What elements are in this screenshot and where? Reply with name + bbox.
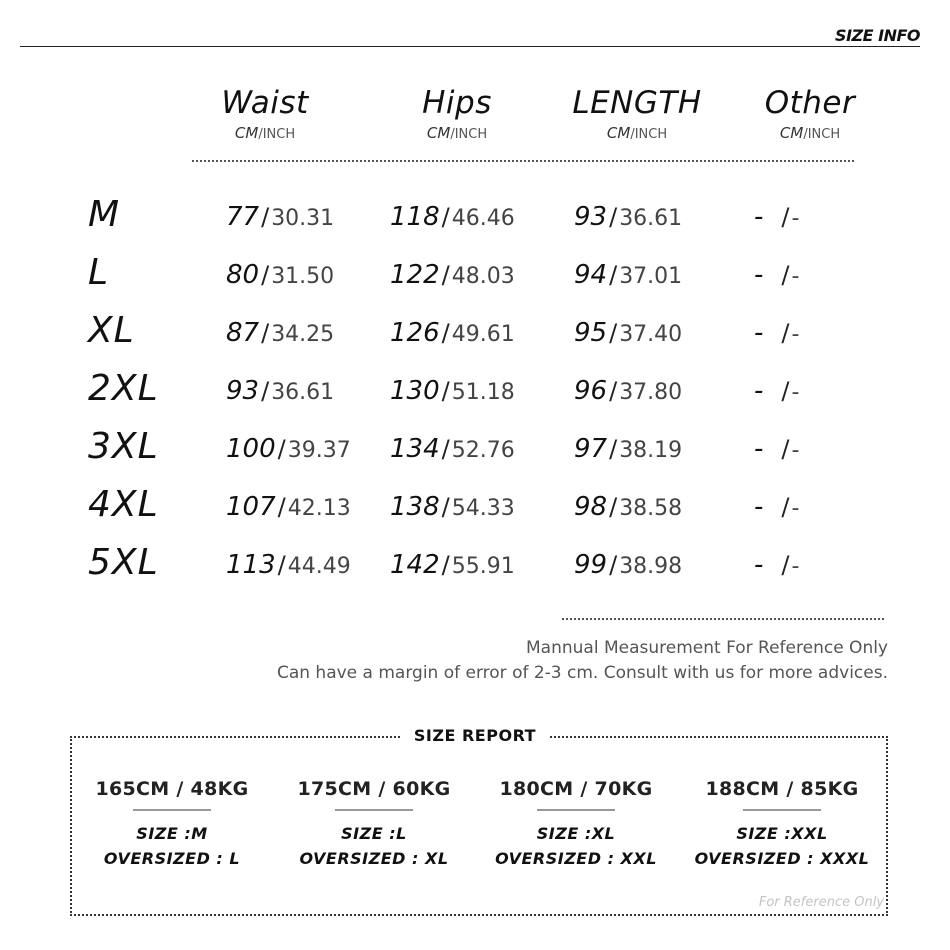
cm-value: 93 xyxy=(574,202,608,232)
slash-separator: / xyxy=(441,377,450,405)
table-row xyxy=(0,422,950,480)
column-unit xyxy=(372,124,542,144)
column-name: Hips xyxy=(422,85,492,121)
slash-separator: / xyxy=(609,435,618,463)
length-cell xyxy=(574,202,682,232)
height-weight: 175CM / 60KG xyxy=(297,778,451,800)
cm-value: - xyxy=(754,260,764,290)
other-cell xyxy=(754,376,799,406)
inch-value: 39.37 xyxy=(287,438,351,463)
slash-separator: / xyxy=(277,435,286,463)
cm-value: - xyxy=(754,492,764,522)
inch-value: 48.03 xyxy=(451,264,515,289)
slash-separator: / xyxy=(781,203,790,231)
inch-value: 42.13 xyxy=(287,496,351,521)
slash-separator: / xyxy=(441,203,450,231)
column-header-other xyxy=(725,86,895,144)
slash-separator: / xyxy=(441,493,450,521)
model-oversized: OVERSIZED : XXXL xyxy=(694,849,870,868)
slash-separator: / xyxy=(441,261,450,289)
cm-value: - xyxy=(754,550,764,580)
height-weight: 180CM / 70KG xyxy=(499,778,653,800)
margin-note: Can have a margin of error of 2-3 cm. Consult with us for more advices. xyxy=(276,663,888,683)
other-cell xyxy=(754,434,799,464)
slash-separator: / xyxy=(609,493,618,521)
inch-value: 44.49 xyxy=(287,554,351,579)
slash-separator: / xyxy=(261,319,270,347)
model-oversized: OVERSIZED : XL xyxy=(299,849,449,868)
unit-cm: CM xyxy=(606,124,631,142)
column-unit xyxy=(725,124,895,144)
height-weight: 165CM / 48KG xyxy=(95,778,249,800)
waist-cell xyxy=(226,260,334,290)
cm-value: 138 xyxy=(390,492,440,522)
model-size: SIZE :XL xyxy=(536,824,616,843)
model-size: SIZE :M xyxy=(136,824,208,843)
cm-value: 134 xyxy=(390,434,440,464)
cm-value: 97 xyxy=(574,434,608,464)
cm-value: - xyxy=(754,434,764,464)
length-cell xyxy=(574,376,682,406)
unit-cm: CM xyxy=(234,124,259,142)
inch-value: 38.19 xyxy=(619,438,683,463)
inch-value: - xyxy=(791,380,800,405)
slash-separator: / xyxy=(277,493,286,521)
model-card xyxy=(272,778,476,871)
measurement-note: Mannual Measurement For Reference Only xyxy=(526,638,888,658)
hips-cell xyxy=(390,492,515,522)
model-card xyxy=(474,778,678,871)
inch-value: 38.58 xyxy=(619,496,683,521)
size-label: XL xyxy=(88,310,135,351)
note-dotted-divider xyxy=(562,618,884,620)
inch-value: 36.61 xyxy=(619,206,683,231)
length-cell xyxy=(574,434,682,464)
model-oversized: OVERSIZED : L xyxy=(103,849,241,868)
hips-cell xyxy=(390,318,515,348)
unit-inch: /INCH xyxy=(630,127,668,142)
column-header-length xyxy=(552,86,722,144)
inch-value: - xyxy=(791,438,800,463)
inch-value: 31.50 xyxy=(271,264,335,289)
hips-cell xyxy=(390,260,515,290)
cm-value: 100 xyxy=(226,434,276,464)
size-label: L xyxy=(88,252,110,293)
column-header-hips xyxy=(372,86,542,144)
column-unit xyxy=(552,124,722,144)
slash-separator: / xyxy=(441,551,450,579)
slash-separator: / xyxy=(261,377,270,405)
slash-separator: / xyxy=(609,261,618,289)
cm-value: - xyxy=(754,376,764,406)
size-report-title: SIZE REPORT xyxy=(413,726,537,745)
inch-value: 37.80 xyxy=(619,380,683,405)
waist-cell xyxy=(226,434,351,464)
cm-value: 80 xyxy=(226,260,260,290)
slash-separator: / xyxy=(781,493,790,521)
cm-value: 98 xyxy=(574,492,608,522)
slash-separator: / xyxy=(609,551,618,579)
waist-cell xyxy=(226,202,334,232)
other-cell xyxy=(754,260,799,290)
cm-value: 130 xyxy=(390,376,440,406)
cm-value: - xyxy=(754,318,764,348)
cm-value: 126 xyxy=(390,318,440,348)
other-cell xyxy=(754,202,799,232)
size-label: M xyxy=(88,194,121,235)
unit-cm: CM xyxy=(426,124,451,142)
slash-separator: / xyxy=(781,377,790,405)
card-divider xyxy=(133,809,211,811)
length-cell xyxy=(574,550,682,580)
hips-cell xyxy=(390,550,515,580)
inch-value: 46.46 xyxy=(451,206,515,231)
model-size: SIZE :XXL xyxy=(736,824,828,843)
cm-value: 118 xyxy=(390,202,440,232)
table-row xyxy=(0,538,950,596)
unit-inch: /INCH xyxy=(258,127,296,142)
cm-value: 87 xyxy=(226,318,260,348)
inch-value: - xyxy=(791,554,800,579)
table-row xyxy=(0,190,950,248)
header-dotted-divider xyxy=(192,160,854,162)
cm-value: 122 xyxy=(390,260,440,290)
slash-separator: / xyxy=(781,319,790,347)
slash-separator: / xyxy=(781,435,790,463)
table-row xyxy=(0,364,950,422)
other-cell xyxy=(754,318,799,348)
model-size: SIZE :L xyxy=(341,824,407,843)
inch-value: 52.76 xyxy=(451,438,515,463)
model-oversized: OVERSIZED : XXL xyxy=(495,849,657,868)
inch-value: - xyxy=(791,322,800,347)
header-divider xyxy=(20,46,920,47)
size-label: 3XL xyxy=(88,426,159,467)
hips-cell xyxy=(390,376,515,406)
cm-value: 142 xyxy=(390,550,440,580)
length-cell xyxy=(574,492,682,522)
cm-value: 99 xyxy=(574,550,608,580)
table-row xyxy=(0,306,950,364)
inch-value: 37.40 xyxy=(619,322,683,347)
waist-cell xyxy=(226,318,334,348)
table-row xyxy=(0,480,950,538)
card-divider xyxy=(537,809,615,811)
card-divider xyxy=(335,809,413,811)
column-name: Waist xyxy=(221,85,309,121)
slash-separator: / xyxy=(609,319,618,347)
reference-footnote: For Reference Only xyxy=(758,895,884,910)
cm-value: 93 xyxy=(226,376,260,406)
inch-value: - xyxy=(791,206,800,231)
slash-separator: / xyxy=(261,261,270,289)
unit-inch: /INCH xyxy=(803,127,841,142)
inch-value: 37.01 xyxy=(619,264,683,289)
inch-value: - xyxy=(791,264,800,289)
slash-separator: / xyxy=(441,319,450,347)
inch-value: 38.98 xyxy=(619,554,683,579)
inch-value: 55.91 xyxy=(451,554,515,579)
slash-separator: / xyxy=(441,435,450,463)
cm-value: - xyxy=(754,202,764,232)
inch-value: 49.61 xyxy=(451,322,515,347)
inch-value: 51.18 xyxy=(451,380,515,405)
cm-value: 95 xyxy=(574,318,608,348)
size-report-heading xyxy=(400,726,550,745)
column-name: Other xyxy=(764,85,856,121)
waist-cell xyxy=(226,550,351,580)
hips-cell xyxy=(390,434,515,464)
cm-value: 107 xyxy=(226,492,276,522)
slash-separator: / xyxy=(609,377,618,405)
model-card xyxy=(70,778,274,871)
cm-value: 113 xyxy=(226,550,276,580)
inch-value: - xyxy=(791,496,800,521)
slash-separator: / xyxy=(609,203,618,231)
hips-cell xyxy=(390,202,515,232)
waist-cell xyxy=(226,492,351,522)
height-weight: 188CM / 85KG xyxy=(705,778,859,800)
inch-value: 54.33 xyxy=(451,496,515,521)
inch-value: 30.31 xyxy=(271,206,335,231)
unit-cm: CM xyxy=(779,124,804,142)
column-header-waist xyxy=(180,86,350,144)
table-row xyxy=(0,248,950,306)
card-divider xyxy=(743,809,821,811)
length-cell xyxy=(574,318,682,348)
cm-value: 77 xyxy=(226,202,260,232)
column-name: LENGTH xyxy=(572,85,702,121)
slash-separator: / xyxy=(781,261,790,289)
other-cell xyxy=(754,550,799,580)
slash-separator: / xyxy=(261,203,270,231)
column-unit xyxy=(180,124,350,144)
size-label: 5XL xyxy=(88,542,159,583)
size-label: 2XL xyxy=(88,368,159,409)
other-cell xyxy=(754,492,799,522)
cm-value: 96 xyxy=(574,376,608,406)
inch-value: 36.61 xyxy=(271,380,335,405)
size-label: 4XL xyxy=(88,484,159,525)
waist-cell xyxy=(226,376,334,406)
length-cell xyxy=(574,260,682,290)
slash-separator: / xyxy=(277,551,286,579)
slash-separator: / xyxy=(781,551,790,579)
cm-value: 94 xyxy=(574,260,608,290)
model-card xyxy=(680,778,884,871)
inch-value: 34.25 xyxy=(271,322,335,347)
page-title: SIZE INFO xyxy=(835,26,920,45)
unit-inch: /INCH xyxy=(450,127,488,142)
